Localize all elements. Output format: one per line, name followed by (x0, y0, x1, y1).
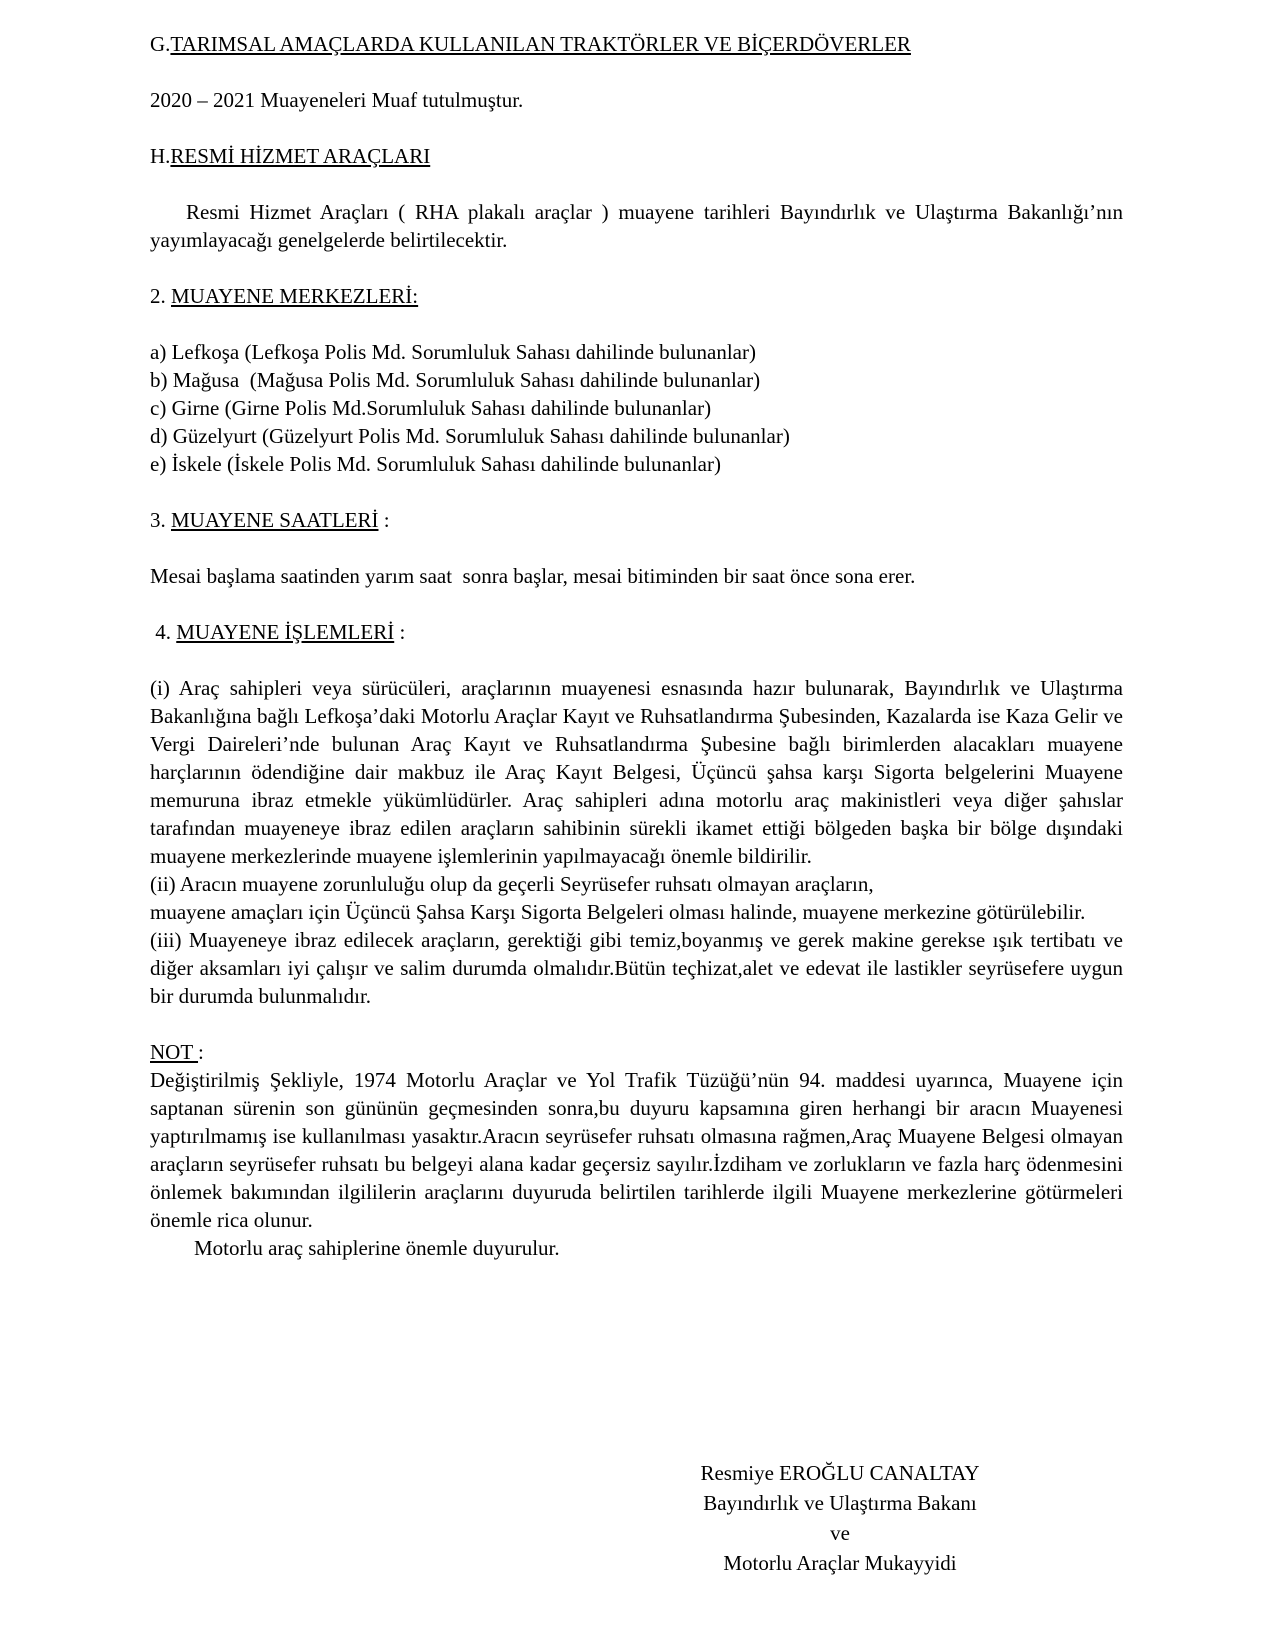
document-page (150, 30, 1123, 1262)
note-heading (150, 1038, 1123, 1066)
section-4-prefix: 4. (150, 620, 177, 644)
section-4-title: MUAYENE İŞLEMLERİ (176, 620, 395, 644)
note-text: Değiştirilmiş Şekliyle, 1974 Motorlu Araçlar ve Yol Trafik Tüzüğü’nün 94. maddesi uyarınca, Muayene için saptanan sürenin son gününün geçmesinden sonra,bu duyuru kapsamına giren herhangi bir aracın Muayenesi yaptırılmamış ise kullanılması yasaktır.Aracın seyrüsefer ruhsatı olmasına rağmen,Araç Muayene Belgesi olmayan araçların seyrüsefer ruhsatı bu belgeyi alana kadar geçersiz sayılır.İzdiham ve zorlukların ve fazla harç ödenmesini önlemek bakımından ilgililerin araçlarını duyuruda belirtilen tarihlerde ilgili Muayene merkezlerine götürmeleri önemle rica olunur. (150, 1068, 1123, 1232)
signatory-conjunction: ve (830, 1521, 850, 1545)
section-h-text: Resmi Hizmet Araçları ( RHA plakalı araçlar ) muayene tarihleri Bayındırlık ve Ulaştırma Bakanlığı’nın yayımlayacağı genelgelerde belirtilecektir. (150, 200, 1123, 252)
section-g-title: TARIMSAL AMAÇLARDA KULLANILAN TRAKTÖRLER VE BİÇERDÖVERLER (170, 32, 911, 56)
section-2-prefix: 2. (150, 284, 171, 308)
signature-block (670, 1458, 1010, 1578)
section-4-item-1: (i) Araç sahipleri veya sürücüleri, araçlarının muayenesi esnasında hazır bulunarak, Bayındırlık ve Ulaştırma Bakanlığına bağlı Lefkoşa’daki Motorlu Araçlar Kayıt ve Ruhsatlandırma Şubesinden, Kazalarda ise Kaza Gelir ve Vergi Daireleri’nde bulunan Araç Kayıt ve Ruhsatlandırma Şubesine bağlı birimlerden alacakları muayene harçlarının ödendiğine dair makbuz ile Araç Kayıt Belgesi, Üçüncü şahsa karşı Sigorta belgelerini Muayene memuruna ibraz etmekle yükümlüdürler. Araç sahipleri adına motorlu araç makinistleri veya diğer şahıslar tarafından muayeneye ibraz edilen araçların sahibinin sürekli ikamet ettiği bölgeden başka bir bölge dışındaki muayene merkezlerinde muayene işlemlerinin yapılmayacağı önemle bildirilir. (150, 676, 1123, 868)
list-item: b) Mağusa (Mağusa Polis Md. Sorumluluk Sahası dahilinde bulunanlar) (150, 368, 761, 392)
section-4-item-2-line-1: (ii) Aracın muayene zorunluluğu olup da geçerli Seyrüsefer ruhsatı olmayan araçların, (150, 872, 874, 896)
note-title: NOT (150, 1040, 199, 1064)
section-3-title: MUAYENE SAATLERİ (171, 508, 379, 532)
section-4-item-2-line-2: muayene amaçları için Üçüncü Şahsa Karşı Sigorta Belgeleri olması halinde, muayene merkezine götürülebilir. (150, 900, 1086, 924)
list-item: e) İskele (İskele Polis Md. Sorumluluk Sahası dahilinde bulunanlar) (150, 452, 721, 476)
list-item: c) Girne (Girne Polis Md.Sorumluluk Sahası dahilinde bulunanlar) (150, 396, 712, 420)
section-3-suffix: : (378, 508, 390, 532)
section-3-prefix: 3. (150, 508, 171, 532)
section-4-heading (150, 618, 1123, 646)
section-g-heading (150, 30, 1123, 58)
section-4-suffix: : (394, 620, 406, 644)
signatory-title-1: Bayındırlık ve Ulaştırma Bakanı (703, 1491, 977, 1515)
section-2-heading (150, 282, 1123, 310)
section-3-heading (150, 506, 1123, 534)
section-h-prefix: H. (150, 144, 171, 168)
signatory-name: Resmiye EROĞLU CANALTAY (700, 1461, 980, 1485)
section-3-text: Mesai başlama saatinden yarım saat sonra başlar, mesai bitiminden bir saat önce sona erer. (150, 564, 916, 588)
list-item: d) Güzelyurt (Güzelyurt Polis Md. Sorumluluk Sahası dahilinde bulunanlar) (150, 424, 790, 448)
section-4-item-3: (iii) Muayeneye ibraz edilecek araçların, gerektiği gibi temiz,boyanmış ve gerek makine gerekse ışık tertibatı ve diğer aksamları iyi çalışır ve salim durumda olmalıdır.Bütün teçhizat,alet ve edevat ile lastikler seyrüsefere uygun bir durumda bulunmalıdır. (150, 928, 1123, 1008)
section-h-title: RESMİ HİZMET ARAÇLARI (170, 144, 431, 168)
inspection-centers-list (150, 338, 1123, 478)
section-g-prefix: G. (150, 32, 171, 56)
note-closing: Motorlu araç sahiplerine önemle duyurulur. (194, 1236, 560, 1260)
section-2-title: MUAYENE MERKEZLERİ: (171, 284, 419, 308)
list-item: a) Lefkoşa (Lefkoşa Polis Md. Sorumluluk Sahası dahilinde bulunanlar) (150, 340, 756, 364)
signatory-title-2: Motorlu Araçlar Mukayyidi (723, 1551, 957, 1575)
section-h-heading (150, 142, 1123, 170)
section-g-text: 2020 – 2021 Muayeneleri Muaf tutulmuştur. (150, 88, 524, 112)
note-suffix: : (198, 1040, 204, 1064)
